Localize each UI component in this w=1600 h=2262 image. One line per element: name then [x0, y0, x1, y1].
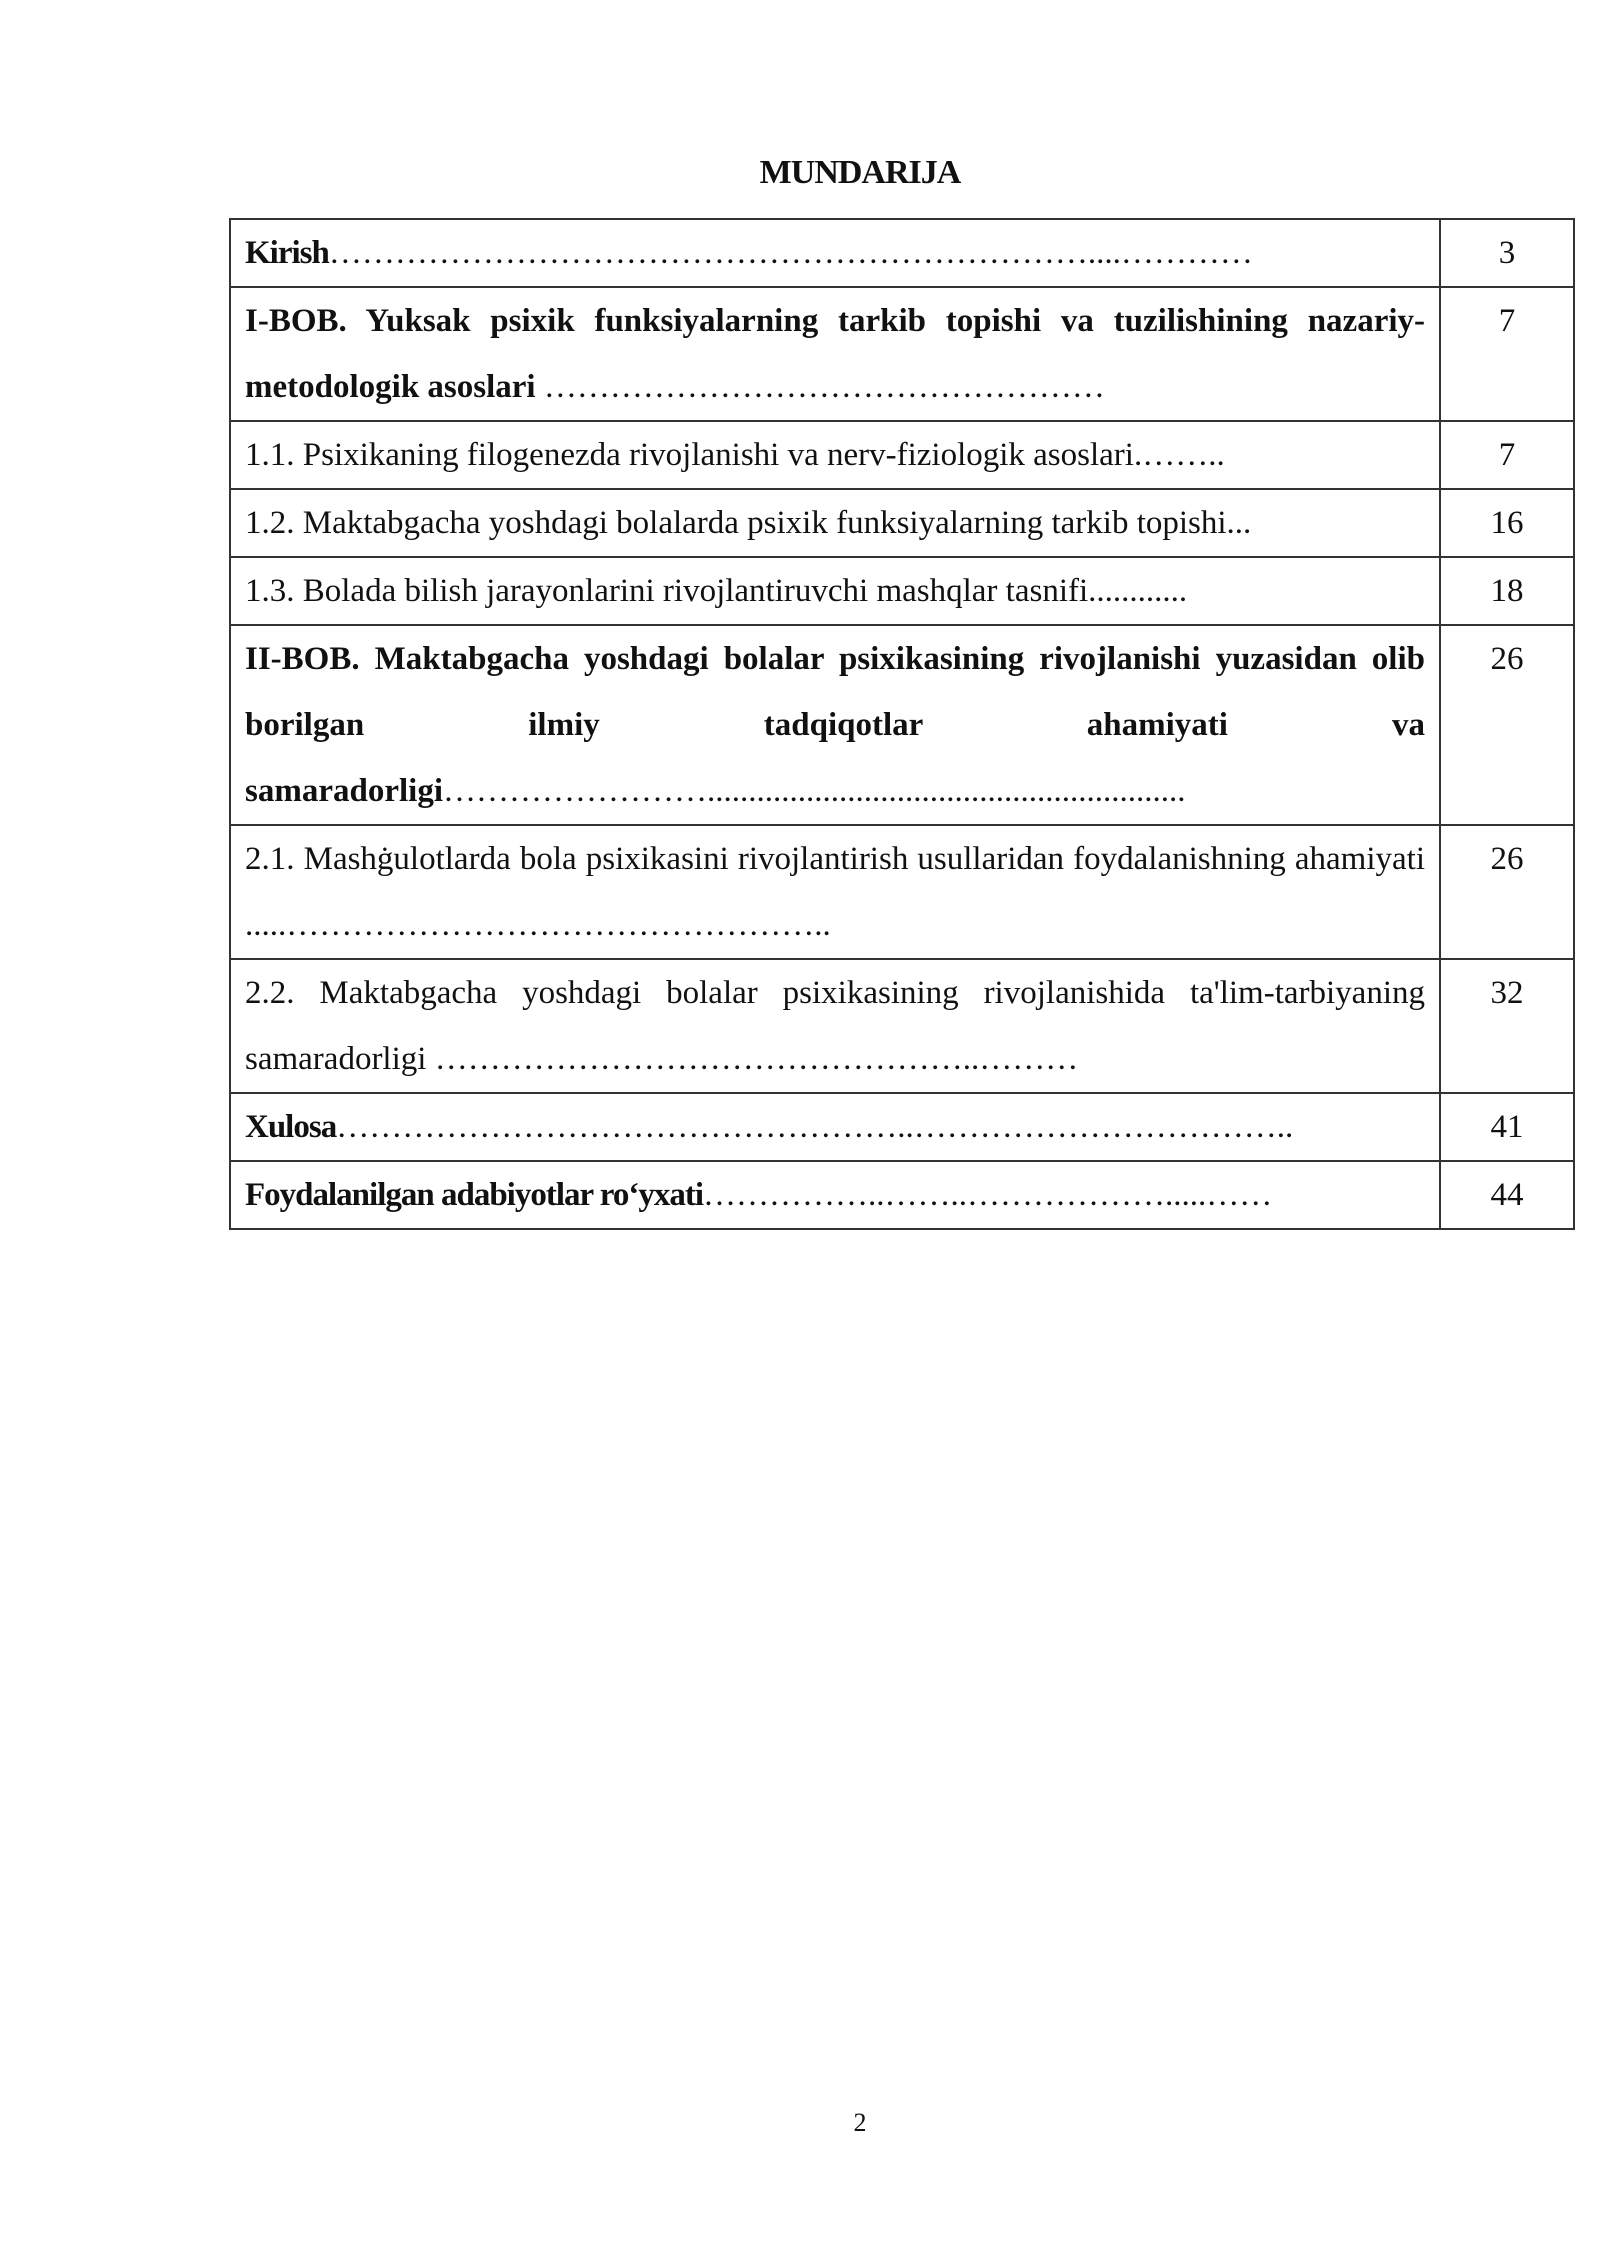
toc-row[interactable] — [230, 1093, 1574, 1161]
toc-page-number: 44 — [1440, 1161, 1574, 1229]
toc-entry-cell — [230, 219, 1440, 287]
toc-entry-title: I-BOB. Yuksak psixik funksiyalarning tarkib topishi va tuzilishining nazariy-metodologik asoslari — [245, 303, 1425, 405]
toc-entry-cell — [230, 1161, 1440, 1229]
toc-entry-title: 2.2. Maktabgacha yoshdagi bolalar psixikasining rivojlanishida ta'lim-tarbiyaning samaradorligi — [245, 975, 1425, 1077]
toc-row[interactable] — [230, 489, 1574, 557]
toc-dot-leader: …….. — [1142, 437, 1225, 473]
toc-entry-title: II-BOB. Maktabgacha yoshdagi bolalar psixikasining rivojlanishi yuzasidan olib borilgan ilmiy tadqiqotlar ahamiyati va samaradorligi — [245, 641, 1425, 809]
toc-dot-leader: .....………………………………………….. — [245, 907, 831, 943]
toc-page-number: 3 — [1440, 219, 1574, 287]
toc-entry-cell — [230, 1093, 1440, 1161]
page-title: MUNDARIJA — [759, 154, 961, 191]
toc-dot-leader: …………………………………………..……… — [426, 1041, 1079, 1077]
toc-row[interactable] — [230, 421, 1574, 489]
toc-entry-title: 2.1. Mashġulotlarda bola psixikasini rivojlantirish usullaridan foydalanishning ahamiyati — [245, 841, 1425, 877]
toc-page-number: 32 — [1440, 959, 1574, 1093]
toc-row[interactable] — [230, 557, 1574, 625]
toc-dot-leader: ……………………………………………………………....………… — [328, 235, 1253, 271]
toc-entry-title: Kirish — [245, 235, 329, 271]
toc-row[interactable] — [230, 219, 1574, 287]
toc-entry-cell — [230, 421, 1440, 489]
toc-dot-leader: ............ — [1088, 573, 1188, 609]
page-number: 2 — [853, 2108, 867, 2137]
toc-entry-title: Foydalanilgan adabiyotlar ro‘yxati — [245, 1177, 704, 1213]
toc-page-number: 26 — [1440, 825, 1574, 959]
table-of-contents — [229, 218, 1575, 1230]
toc-row[interactable] — [230, 1161, 1574, 1229]
toc-entry-title: Xulosa — [245, 1109, 337, 1145]
toc-dot-leader: …………………………………………… — [535, 369, 1105, 405]
toc-entry-cell — [230, 557, 1440, 625]
toc-page-number: 26 — [1440, 625, 1574, 825]
toc-row[interactable] — [230, 825, 1574, 959]
toc-row[interactable] — [230, 959, 1574, 1093]
toc-entry-cell — [230, 959, 1440, 1093]
toc-entry-cell — [230, 825, 1440, 959]
toc-page-number: 18 — [1440, 557, 1574, 625]
toc-entry-cell — [230, 489, 1440, 557]
toc-page-number: 16 — [1440, 489, 1574, 557]
toc-row[interactable] — [230, 625, 1574, 825]
toc-page-number: 7 — [1440, 421, 1574, 489]
toc-page-number: 41 — [1440, 1093, 1574, 1161]
toc-entry-cell — [230, 625, 1440, 825]
toc-dot-leader: ……………………………………………..…………………………….. — [336, 1109, 1294, 1145]
toc-dot-leader: …………………….......................................................... — [442, 773, 1186, 809]
toc-entry-title: 1.2. Maktabgacha yoshdagi bolalarda psixik funksiyalarning tarkib topishi... — [245, 505, 1252, 541]
toc-entry-cell — [230, 287, 1440, 421]
toc-dot-leader: ……………..……..……………….....…… — [703, 1177, 1273, 1213]
toc-page-number: 7 — [1440, 287, 1574, 421]
toc-row[interactable] — [230, 287, 1574, 421]
toc-entry-title: 1.1. Psixikaning filogenezda rivojlanishi va nerv-fiziologik asoslari. — [245, 437, 1143, 473]
toc-entry-title: 1.3. Bolada bilish jarayonlarini rivojlantiruvchi mashqlar tasnifi — [245, 573, 1089, 609]
